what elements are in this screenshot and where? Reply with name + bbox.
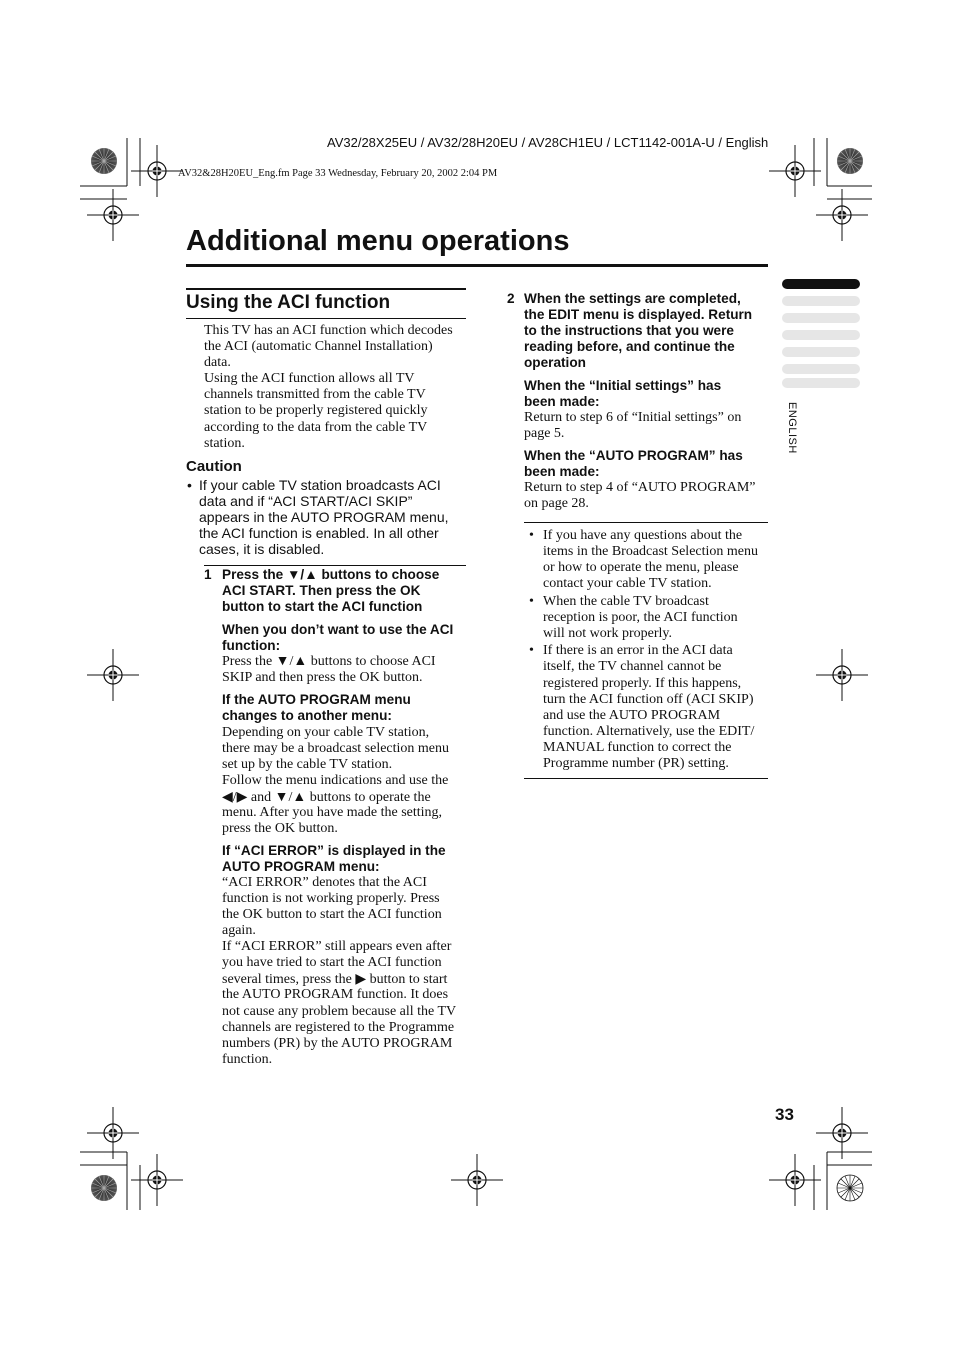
text-line: Press the ▼/▲ buttons to choose ACI — [222, 654, 436, 669]
text-line: Follow the menu indications and use the — [222, 773, 449, 788]
text-line: the EDIT menu is displayed. Return — [524, 307, 753, 322]
text-line: registered properly. If this happens, — [543, 676, 742, 691]
text-line: channels are registered to the Programme — [222, 1020, 455, 1035]
side-tab-strip — [782, 313, 860, 323]
section-title: Using the ACI function — [186, 292, 391, 313]
text-line: channels transmitted from the cable TV — [204, 387, 426, 402]
text-line: AUTO PROGRAM menu: — [222, 859, 380, 874]
text-line: the AUTO PROGRAM function. It does — [222, 987, 449, 1002]
title-rule — [186, 264, 768, 267]
text-line: press the OK button. — [222, 821, 338, 836]
text-line: When the settings are completed, — [524, 291, 741, 306]
text-line: you have tried to start the ACI function — [222, 955, 442, 970]
text-line: When the cable TV broadcast — [543, 594, 709, 609]
text-line: will not work properly. — [543, 626, 672, 641]
text-line: If you have any questions about the — [543, 528, 743, 543]
text-line: been made: — [524, 394, 600, 409]
text-line: or how to operate the menu, please — [543, 560, 739, 575]
text-line: MANUAL function to correct the — [543, 740, 732, 755]
notes-rule-bottom — [524, 778, 768, 779]
section-rule-bottom — [186, 318, 466, 319]
text-line: menu. After you have made the setting, — [222, 805, 443, 820]
side-tab-label: ENGLISH — [786, 402, 798, 454]
text-line: Programme number (PR) setting. — [543, 756, 729, 771]
text-line: Return to step 4 of “AUTO PROGRAM” — [524, 480, 756, 495]
text-line: button to start the ACI function — [222, 599, 423, 614]
text-line: again. — [222, 923, 256, 938]
text-line: If your cable TV station broadcasts ACI — [199, 477, 441, 493]
text-line: the OK button to start the ACI function — [222, 907, 442, 922]
text-line: function is not working properly. Press — [222, 891, 440, 906]
text-line: function. Alternatively, use the EDIT/ — [543, 724, 755, 739]
side-tab-strip — [782, 347, 860, 357]
page-title: Additional menu operations — [186, 225, 570, 257]
bullet: • — [187, 477, 192, 493]
text-line: numbers (PR) by the AUTO PROGRAM — [222, 1036, 453, 1051]
text-line: to the instructions that you were — [524, 323, 734, 338]
text-line: according to the data from the cable TV — [204, 420, 428, 435]
text-line: Using the ACI function allows all TV — [204, 371, 415, 386]
text-line: items in the Broadcast Selection menu — [543, 544, 759, 559]
text-line: turn the ACI function off (ACI SKIP) — [543, 692, 754, 707]
caution-title: Caution — [186, 458, 242, 475]
text-line: and use the AUTO PROGRAM — [543, 708, 721, 723]
text-line: Return to step 6 of “Initial settings” on — [524, 410, 742, 425]
bullet: • — [529, 643, 534, 658]
text-line: station to be properly registered quickly — [204, 403, 428, 418]
text-line: been made: — [524, 464, 600, 479]
text-line: “ACI ERROR” denotes that the ACI — [222, 875, 427, 890]
step-number: 1 — [204, 567, 212, 582]
side-tab-strip — [782, 364, 860, 374]
text-line: This TV has an ACI function which decodes — [204, 323, 453, 338]
text-line: the ACI function is enabled. In all other — [199, 525, 439, 541]
text-line: When the “Initial settings” has — [524, 378, 722, 393]
text-line: set up by the cable TV station. — [222, 757, 393, 772]
text-line: there may be a broadcast selection menu — [222, 741, 450, 756]
step-number: 2 — [507, 291, 515, 306]
bullet: • — [529, 528, 534, 543]
text-line: When you don’t want to use the ACI — [222, 622, 454, 637]
text-line: not cause any problem because all the TV — [222, 1004, 457, 1019]
side-tab-strip — [782, 330, 860, 340]
text-line: reading before, and continue the — [524, 339, 735, 354]
text-line: operation — [524, 355, 586, 370]
text-line: If there is an error in the ACI data — [543, 643, 733, 658]
model-line: AV32/28X25EU / AV32/28H20EU / AV28CH1EU / LCT1142-001A-U / English — [327, 135, 769, 150]
section-rule-top — [186, 288, 466, 290]
text-line: changes to another menu: — [222, 708, 392, 723]
text-line: appears in the AUTO PROGRAM menu, — [199, 509, 449, 525]
page-number: 33 — [775, 1105, 794, 1124]
side-tab-strip — [782, 378, 860, 388]
text-line: ◀/▶ and ▼/▲ buttons to operate the — [222, 790, 431, 805]
text-line: Depending on your cable TV station, — [222, 725, 430, 740]
side-tab-active — [782, 279, 860, 289]
text-line: reception is poor, the ACI function — [543, 610, 738, 625]
text-line: function: — [222, 638, 281, 653]
text-line: Press the ▼/▲ buttons to choose — [222, 567, 440, 582]
bullet: • — [529, 594, 534, 609]
notes-rule-top — [524, 522, 768, 523]
text-line: page 5. — [524, 426, 565, 441]
text-line: the ACI (automatic Channel Installation) — [204, 339, 433, 354]
text-line: data and if “ACI START/ACI SKIP” — [199, 493, 413, 509]
text-line: itself, the TV channel cannot be — [543, 659, 722, 674]
text-line: contact your cable TV station. — [543, 576, 712, 591]
text-line: When the “AUTO PROGRAM” has — [524, 448, 743, 463]
step-rule — [204, 565, 466, 566]
text-line: cases, it is disabled. — [199, 541, 325, 557]
text-line: ACI START. Then press the OK — [222, 583, 421, 598]
side-tab-strip — [782, 296, 860, 306]
text-line: SKIP and then press the OK button. — [222, 670, 423, 685]
text-line: If “ACI ERROR” is displayed in the — [222, 843, 446, 858]
text-line: function. — [222, 1052, 273, 1067]
text-line: If the AUTO PROGRAM menu — [222, 692, 411, 707]
text-line: If “ACI ERROR” still appears even after — [222, 939, 452, 954]
text-line: data. — [204, 355, 231, 370]
text-line: several times, press the ▶ button to start — [222, 972, 448, 987]
file-info: AV32&28H20EU_Eng.fm Page 33 Wednesday, February 20, 2002 2:04 PM — [178, 168, 498, 179]
text-line: station. — [204, 436, 245, 451]
text-line: on page 28. — [524, 496, 589, 511]
